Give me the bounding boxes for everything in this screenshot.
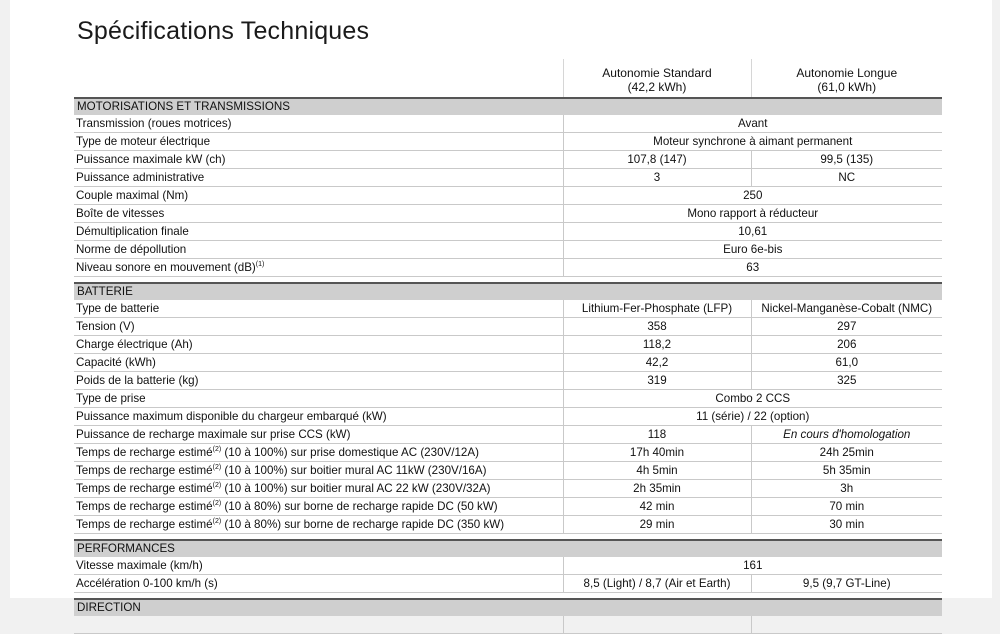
footnote-marker: (2) xyxy=(212,499,222,507)
row-label-detail: (10 à 80%) sur borne de recharge rapide DC (50 kW) xyxy=(221,499,498,513)
footnote-marker: (2) xyxy=(212,445,222,453)
section-title: MOTORISATIONS ET TRANSMISSIONS xyxy=(74,98,942,115)
row-value-both: Avant xyxy=(563,115,942,133)
table-row xyxy=(74,187,942,205)
row-label-text: Niveau sonore en mouvement (dB) xyxy=(76,260,256,274)
row-label: Norme de dépollution xyxy=(74,241,563,259)
row-value-both: 63 xyxy=(563,259,942,277)
row-label-text: Temps de recharge estimé xyxy=(76,481,213,495)
section-header-direction xyxy=(74,599,942,616)
row-label: Transmission (roues motrices) xyxy=(74,115,563,133)
section-title: PERFORMANCES xyxy=(74,540,942,557)
row-value-both: Combo 2 CCS xyxy=(563,390,942,408)
column-header-standard xyxy=(563,59,751,98)
table-row xyxy=(74,133,942,151)
row-label: Démultiplication finale xyxy=(74,223,563,241)
row-value-both: Euro 6e-bis xyxy=(563,241,942,259)
table-row xyxy=(74,462,942,480)
row-value-long: 5h 35min xyxy=(751,462,942,480)
table-row xyxy=(74,241,942,259)
section-title: BATTERIE xyxy=(74,283,942,300)
row-label xyxy=(74,616,563,634)
table-row xyxy=(74,575,942,593)
section-title: DIRECTION xyxy=(74,599,942,616)
table-row xyxy=(74,318,942,336)
column-header-standard-name: Autonomie Standard xyxy=(602,66,712,80)
row-value-standard: 358 xyxy=(563,318,751,336)
table-row xyxy=(74,205,942,223)
table-row xyxy=(74,115,942,133)
row-value-long: 30 min xyxy=(751,516,942,534)
row-value-standard: 118,2 xyxy=(563,336,751,354)
row-label-text: Temps de recharge estimé xyxy=(76,445,213,459)
table-row xyxy=(74,516,942,534)
row-value-long: NC xyxy=(751,169,942,187)
column-header-row xyxy=(74,59,942,98)
row-label: Puissance maximum disponible du chargeur embarqué (kW) xyxy=(74,408,563,426)
table-row xyxy=(74,390,942,408)
row-label: Puissance administrative xyxy=(74,169,563,187)
column-header-long xyxy=(751,59,942,98)
table-row xyxy=(74,444,942,462)
table-row xyxy=(74,336,942,354)
row-value-standard: 29 min xyxy=(563,516,751,534)
row-value-long: 70 min xyxy=(751,498,942,516)
row-label: Couple maximal (Nm) xyxy=(74,187,563,205)
row-value-long: Nickel-Manganèse-Cobalt (NMC) xyxy=(751,300,942,318)
row-label-text: Temps de recharge estimé xyxy=(76,517,213,531)
row-value-both: 11 (série) / 22 (option) xyxy=(563,408,942,426)
specifications-table xyxy=(74,59,942,634)
table-row-cut xyxy=(74,616,942,634)
table-row xyxy=(74,151,942,169)
table-row xyxy=(74,354,942,372)
row-value-standard: 4h 5min xyxy=(563,462,751,480)
table-row xyxy=(74,480,942,498)
page-title: Spécifications Techniques xyxy=(77,17,370,45)
row-label xyxy=(74,498,563,516)
row-value-standard: 2h 35min xyxy=(563,480,751,498)
row-value-standard: 42,2 xyxy=(563,354,751,372)
column-header-long-name: Autonomie Longue xyxy=(796,66,898,80)
row-label: Puissance de recharge maximale sur prise CCS (kW) xyxy=(74,426,563,444)
row-label xyxy=(74,516,563,534)
table-row xyxy=(74,426,942,444)
row-value-standard: 3 xyxy=(563,169,751,187)
row-value-long: En cours d'homologation xyxy=(751,426,942,444)
row-label: Vitesse maximale (km/h) xyxy=(74,557,563,575)
footnote-marker: (2) xyxy=(212,517,222,525)
row-value-long xyxy=(751,616,942,634)
row-value-both: 10,61 xyxy=(563,223,942,241)
row-label-detail: (10 à 100%) sur boitier mural AC 22 kW (230V/32A) xyxy=(221,481,491,495)
table-row xyxy=(74,300,942,318)
column-header-standard-capacity: (42,2 kWh) xyxy=(627,80,687,94)
row-label: Poids de la batterie (kg) xyxy=(74,372,563,390)
table-row xyxy=(74,259,942,277)
section-header-batterie xyxy=(74,283,942,300)
row-label-detail: (10 à 100%) sur prise domestique AC (230V/12A) xyxy=(221,445,479,459)
row-label-text: Temps de recharge estimé xyxy=(76,499,213,513)
row-label: Type de batterie xyxy=(74,300,563,318)
section-header-motorisation xyxy=(74,98,942,115)
footnote-marker: (2) xyxy=(212,481,222,489)
row-label: Type de prise xyxy=(74,390,563,408)
row-value-both: 161 xyxy=(563,557,942,575)
row-value-both: 250 xyxy=(563,187,942,205)
table-row xyxy=(74,223,942,241)
row-value-standard: 319 xyxy=(563,372,751,390)
row-value-long: 206 xyxy=(751,336,942,354)
row-value-long: 3h xyxy=(751,480,942,498)
section-header-performances xyxy=(74,540,942,557)
table-row xyxy=(74,169,942,187)
footnote-marker: (1) xyxy=(255,260,265,268)
row-label xyxy=(74,480,563,498)
row-value-standard: 42 min xyxy=(563,498,751,516)
table-row xyxy=(74,557,942,575)
row-value-long: 297 xyxy=(751,318,942,336)
row-value-long: 99,5 (135) xyxy=(751,151,942,169)
row-value-long: 325 xyxy=(751,372,942,390)
row-value-standard: 107,8 (147) xyxy=(563,151,751,169)
row-label: Boîte de vitesses xyxy=(74,205,563,223)
row-label: Tension (V) xyxy=(74,318,563,336)
row-label xyxy=(74,259,563,277)
table-row xyxy=(74,498,942,516)
row-label xyxy=(74,444,563,462)
row-label: Type de moteur électrique xyxy=(74,133,563,151)
row-value-both: Mono rapport à réducteur xyxy=(563,205,942,223)
row-label-detail: (10 à 80%) sur borne de recharge rapide DC (350 kW) xyxy=(221,517,505,531)
row-value-long: 24h 25min xyxy=(751,444,942,462)
row-label: Puissance maximale kW (ch) xyxy=(74,151,563,169)
row-value-long: 9,5 (9,7 GT-Line) xyxy=(751,575,942,593)
table-row xyxy=(74,372,942,390)
row-label xyxy=(74,462,563,480)
row-value-standard: 17h 40min xyxy=(563,444,751,462)
row-value-standard xyxy=(563,616,751,634)
row-value-long: 61,0 xyxy=(751,354,942,372)
row-label-detail: (10 à 100%) sur boitier mural AC 11kW (230V/16A) xyxy=(221,463,487,477)
row-label: Accélération 0-100 km/h (s) xyxy=(74,575,563,593)
row-label-text: Temps de recharge estimé xyxy=(76,463,213,477)
row-label: Charge électrique (Ah) xyxy=(74,336,563,354)
column-header-long-capacity: (61,0 kWh) xyxy=(817,80,877,94)
row-label: Capacité (kWh) xyxy=(74,354,563,372)
spec-page xyxy=(10,0,992,614)
footnote-marker: (2) xyxy=(212,463,222,471)
header-empty-cell xyxy=(74,59,563,98)
row-value-standard: 8,5 (Light) / 8,7 (Air et Earth) xyxy=(563,575,751,593)
row-value-standard: Lithium-Fer-Phosphate (LFP) xyxy=(563,300,751,318)
table-row xyxy=(74,408,942,426)
row-value-standard: 118 xyxy=(563,426,751,444)
row-value-both: Moteur synchrone à aimant permanent xyxy=(563,133,942,151)
